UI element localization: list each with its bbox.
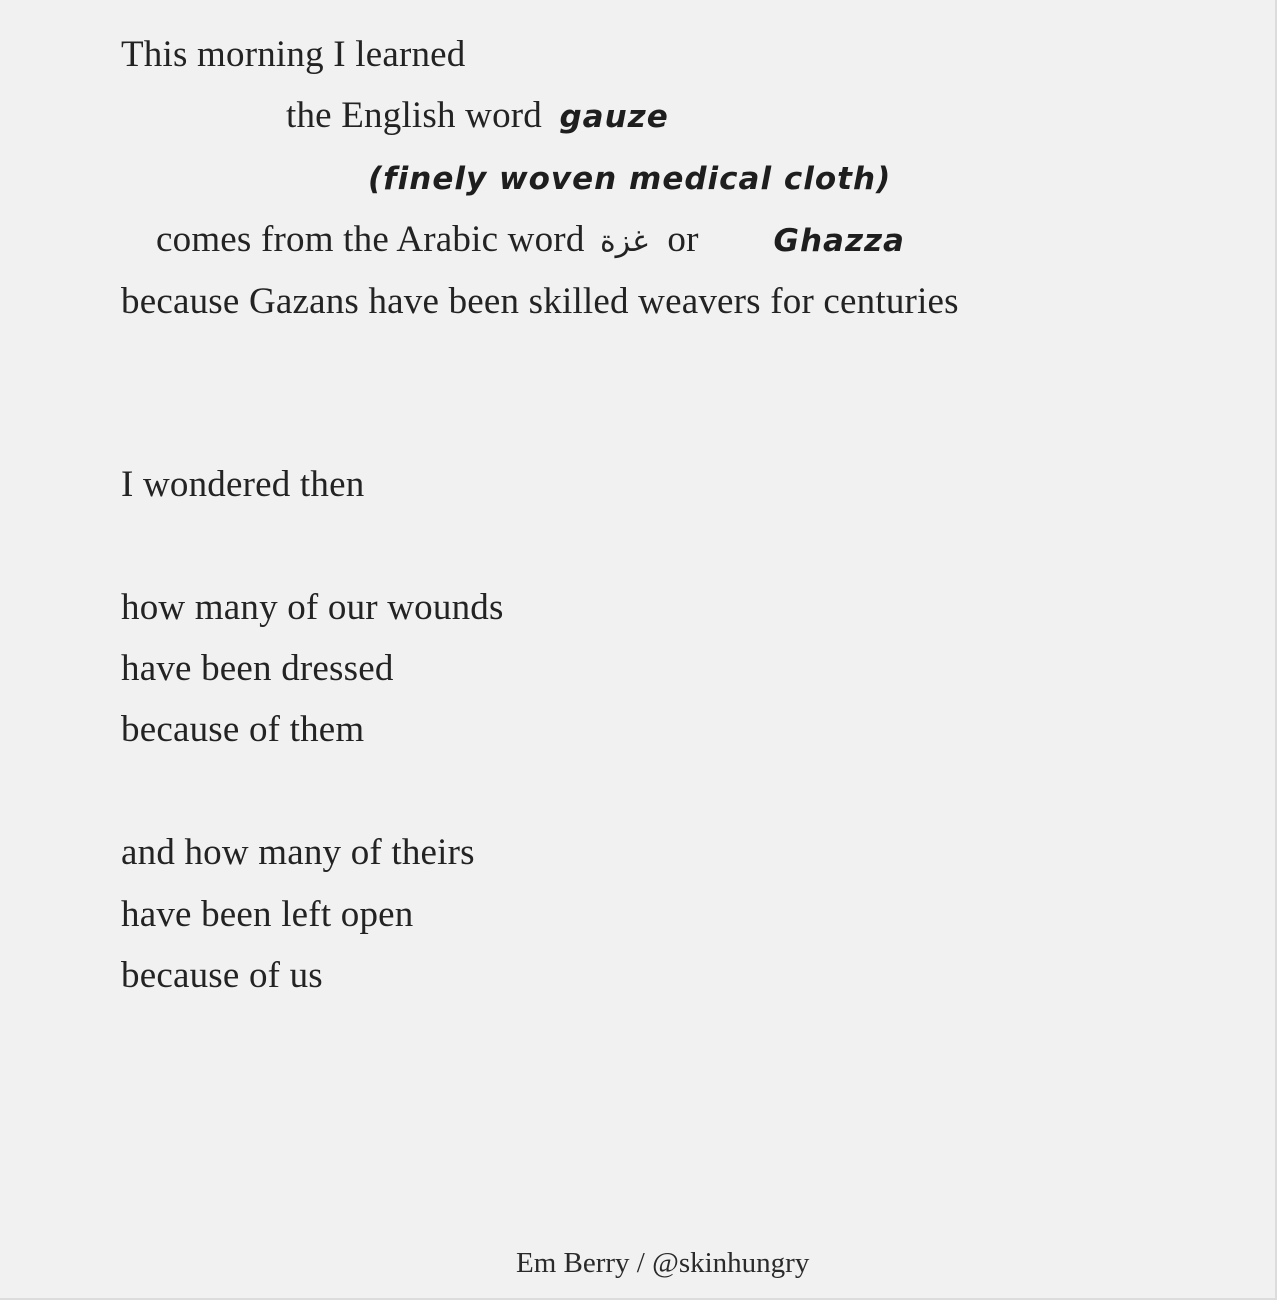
- poem-line-4: [156, 221, 905, 258]
- poem-line-8: have been dressed: [121, 648, 394, 689]
- emphasis-gauze: gauze: [559, 99, 669, 135]
- poem-line-12: because of us: [121, 955, 323, 996]
- poem-line-2: [286, 97, 669, 134]
- poem-line-10: and how many of theirs: [121, 832, 475, 873]
- poem-line-4-text: comes from the Arabic word: [156, 219, 585, 260]
- poem-line-1: This morning I learned: [121, 34, 466, 75]
- author-credit: Em Berry / @skinhungry: [516, 1247, 810, 1279]
- poem-line-6: I wondered then: [121, 464, 365, 505]
- poem-line-5: because Gazans have been skilled weavers for centuries: [121, 281, 959, 322]
- arabic-word: غزة: [599, 224, 648, 259]
- poem-line-11: have been left open: [121, 894, 414, 935]
- poem-line-4-or: or: [667, 219, 699, 260]
- emphasis-ghazza: Ghazza: [773, 223, 905, 259]
- poem-line-7: how many of our wounds: [121, 587, 504, 628]
- poem-line-2-text: the English word: [286, 95, 543, 136]
- poem-line-3: (finely woven medical cloth): [368, 161, 892, 197]
- poem-line-9: because of them: [121, 709, 365, 750]
